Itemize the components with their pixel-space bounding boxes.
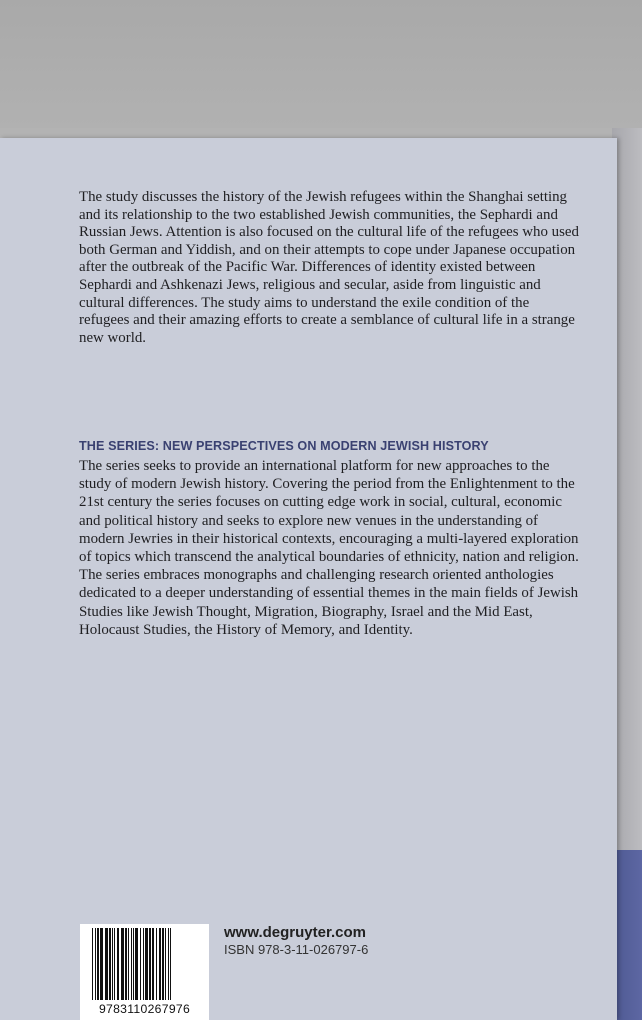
barcode-bar xyxy=(135,928,138,1000)
barcode-bar xyxy=(152,928,154,1000)
barcode-bars xyxy=(80,924,209,1004)
barcode-bar xyxy=(114,928,115,1000)
barcode-bar xyxy=(97,928,99,1000)
barcode-bar xyxy=(121,928,124,1000)
top-background-band xyxy=(0,0,642,128)
barcode-bar xyxy=(105,928,108,1000)
series-heading: THE SERIES: NEW PERSPECTIVES ON MODERN JEWISH HISTORY xyxy=(79,439,489,453)
barcode-bar xyxy=(162,928,164,1000)
barcode-bar xyxy=(100,928,103,1000)
barcode-bar xyxy=(95,928,96,1000)
barcode-bar xyxy=(112,928,113,1000)
barcode-bar xyxy=(143,928,144,1000)
isbn: ISBN 978-3-11-026797-6 xyxy=(224,942,369,957)
barcode-bar xyxy=(170,928,171,1000)
barcode-bar xyxy=(92,928,93,1000)
barcode-bar xyxy=(156,928,157,1000)
barcode-bar xyxy=(117,928,119,1000)
barcode-bar xyxy=(145,928,148,1000)
barcode-bar xyxy=(131,928,132,1000)
barcode xyxy=(80,924,209,1020)
publisher-website[interactable]: www.degruyter.com xyxy=(224,924,366,941)
book-description: The study discusses the history of the Jewish refugees within the Shanghai setting and its relationship to the two established Jewish communities, the Sephardi and Russian Jews. Attention is also focused on the cultural life of the refugees who used both German and Yiddish, and on their attempts to cope under Japanese occupation after the outbreak of the Pacific War. Differences of identity existed between Sephardi and Ashkenazi Jews, religious and secular, aside from linguistic and cultural differences. The study aims to understand the exile condition of the refugees and their amazing efforts to create a semblance of cultural life in a strange new world. xyxy=(79,189,579,346)
barcode-bar xyxy=(125,928,127,1000)
barcode-bar xyxy=(165,928,166,1000)
barcode-bar xyxy=(159,928,161,1000)
barcode-bar xyxy=(149,928,151,1000)
barcode-number: 9783110267976 xyxy=(98,1002,191,1016)
barcode-bar xyxy=(168,928,169,1000)
barcode-bar xyxy=(128,928,129,1000)
series-description: The series seeks to provide an international platform for new approaches to the study of modern Jewish history. Covering the period from the Enlightenment to the 21st century the series focuses on cutting edge work in social, cultural, economic and political history and seeks to explore new venues in the understanding of modern Jewries in their historical contexts, encouraging a multi-layered exploration of topics which transcend the analytical boundaries of ethnicity, nation and religion. The series embraces monographs and challenging research oriented anthologies dedicated to a deeper understanding of essential themes in the main fields of Jewish Studies like Jewish Thought, Migration, Biography, Israel and the Mid East, Holocaust Studies, the History of Memory, and Identity. xyxy=(79,458,579,638)
barcode-bar xyxy=(140,928,141,1000)
barcode-bar xyxy=(133,928,134,1000)
barcode-bar xyxy=(109,928,111,1000)
